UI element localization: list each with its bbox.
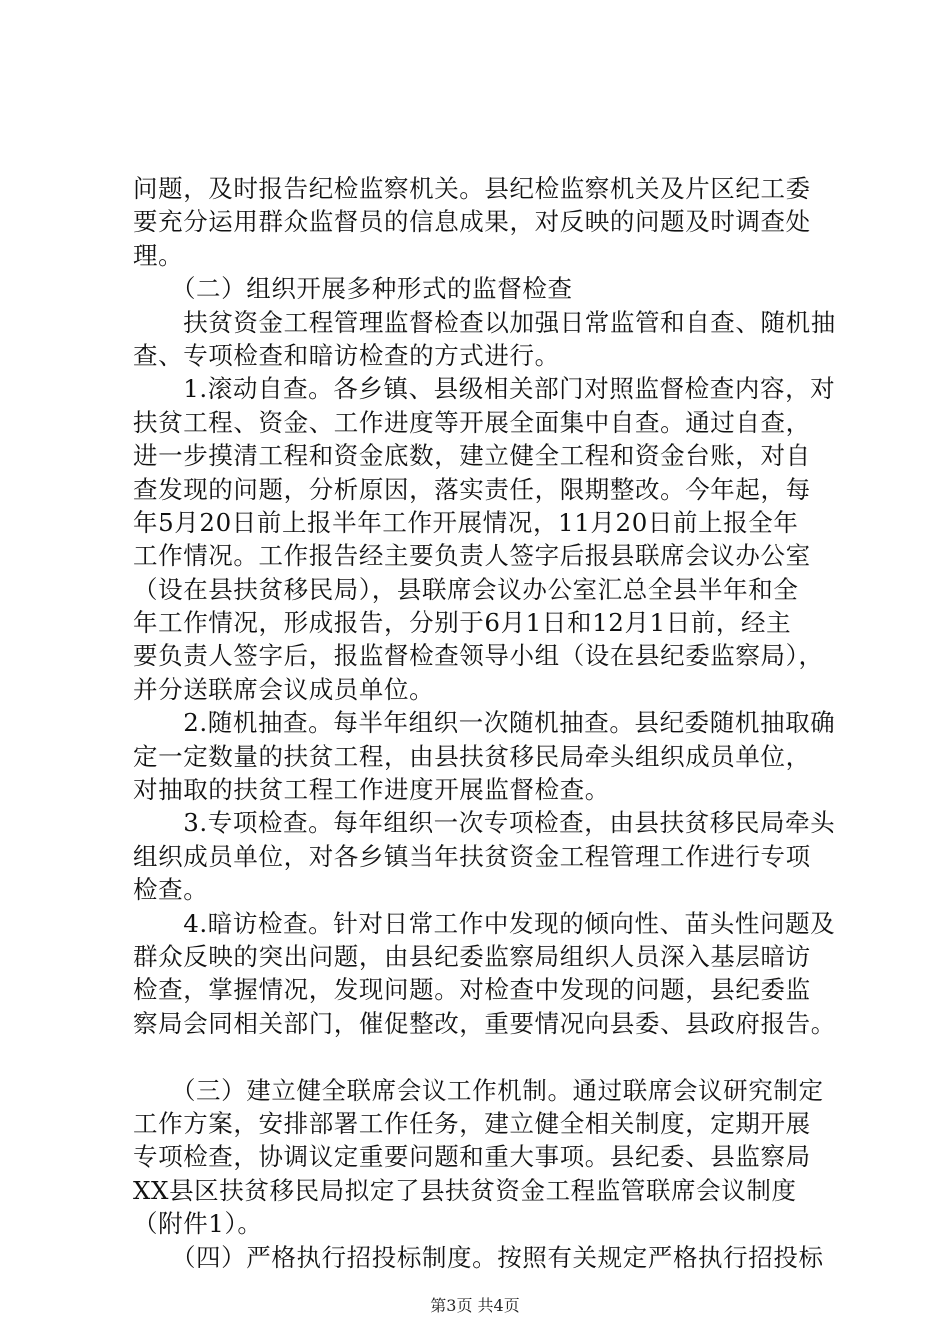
text-line: （设在县扶贫移民局），县联席会议办公室汇总全县半年和全	[133, 574, 799, 604]
text-line: 4.暗访检查。针对日常工作中发现的倾向性、苗头性问题及	[133, 908, 836, 938]
text-line: 工作情况。工作报告经主要负责人签字后报县联席会议办公室	[133, 541, 811, 571]
text-line: 检查。	[133, 875, 209, 905]
text-line: 2.随机抽查。每半年组织一次随机抽查。县纪委随机抽取确	[133, 708, 836, 738]
page-footer: 第3页 共4页	[430, 1296, 520, 1315]
text-line: 群众反映的突出问题，由县纪委监察局组织人员深入基层暗访	[133, 941, 811, 971]
text-line: 3.专项检查。每年组织一次专项检查，由县扶贫移民局牵头	[133, 808, 836, 838]
text-line: 扶贫资金工程管理监督检查以加强日常监管和自查、随机抽	[133, 307, 836, 337]
text-line: 查发现的问题，分析原因，落实责任，限期整改。今年起，每	[133, 474, 811, 504]
text-line: 定一定数量的扶贫工程，由县扶贫移民局牵头组织成员单位，	[133, 741, 811, 771]
text-line: 组织成员单位，对各乡镇当年扶贫资金工程管理工作进行专项	[133, 841, 811, 871]
text-line: 察局会同相关部门，催促整改，重要情况向县委、县政府报告。	[133, 1008, 836, 1038]
text-line: 理。	[133, 240, 184, 270]
text-line: （四）严格执行招投标制度。按照有关规定严格执行招投标	[133, 1242, 824, 1272]
text-line: 问题，及时报告纪检监察机关。县纪检监察机关及片区纪工委	[133, 174, 811, 203]
text-line: 年工作情况，形成报告，分别于6月1日和12月1日前，经主	[133, 608, 792, 638]
text-line: 并分送联席会议成员单位。	[133, 674, 435, 704]
document-body	[133, 172, 853, 1274]
text-line: 年5月20日前上报半年工作开展情况，11月20日前上报全年	[133, 507, 799, 537]
text-line: 工作方案，安排部署工作任务，建立健全相关制度，定期开展	[133, 1108, 811, 1138]
text-line: 专项检查，协调议定重要问题和重大事项。县纪委、县监察局	[133, 1142, 811, 1172]
text-line: 对抽取的扶贫工程工作进度开展监督检查。	[133, 775, 610, 805]
text-line: 要负责人签字后，报监督检查领导小组（设在县纪委监察局），	[133, 641, 824, 671]
text-line: 扶贫工程、资金、工作进度等开展全面集中自查。通过自查，	[133, 407, 811, 437]
text-line: （附件1）。	[133, 1209, 263, 1239]
text-line: XX县区扶贫移民局拟定了县扶贫资金工程监管联席会议制度	[133, 1175, 797, 1205]
text-line: （三）建立健全联席会议工作机制。通过联席会议研究制定	[133, 1075, 824, 1105]
text-line: 检查，掌握情况，发现问题。对检查中发现的问题，县纪委监	[133, 975, 811, 1005]
text-line: 1.滚动自查。各乡镇、县级相关部门对照监督检查内容，对	[133, 374, 836, 404]
text-line: 查、专项检查和暗访检查的方式进行。	[133, 340, 560, 370]
text-line: （二）组织开展多种形式的监督检查	[133, 274, 573, 304]
blank-line	[133, 1040, 853, 1073]
text-line: 进一步摸清工程和资金底数，建立健全工程和资金台账，对自	[133, 441, 811, 471]
text-line: 要充分运用群众监督员的信息成果，对反映的问题及时调查处	[133, 207, 811, 237]
